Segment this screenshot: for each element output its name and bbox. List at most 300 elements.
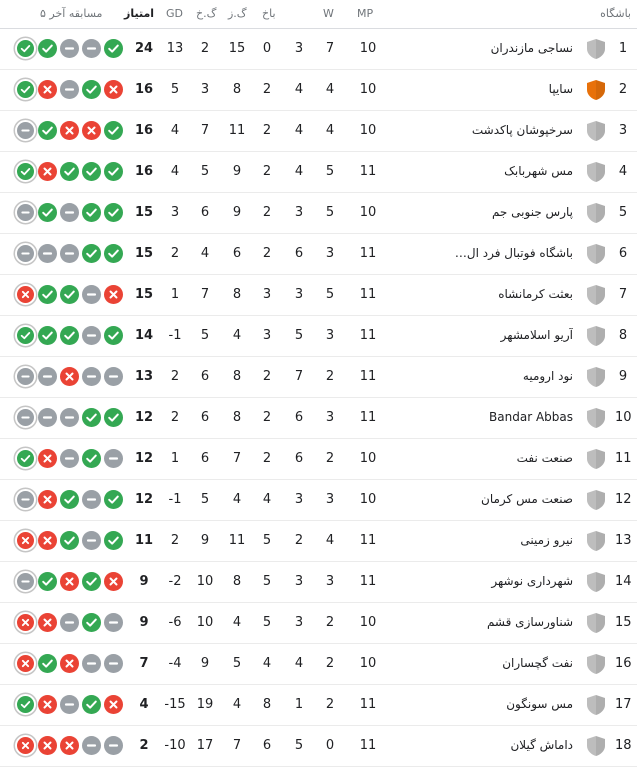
draw-dash-icon[interactable] bbox=[15, 489, 36, 510]
cell-gd: 2 bbox=[170, 533, 180, 548]
win-check-icon[interactable] bbox=[38, 572, 57, 591]
cell-ga: 10 bbox=[196, 574, 214, 589]
team-name[interactable]: شهرداری نوشهر bbox=[491, 574, 573, 588]
cell-d: 5 bbox=[294, 738, 304, 753]
cell-l: 8 bbox=[262, 697, 272, 712]
header-gd: امتیاز bbox=[124, 7, 155, 20]
last-five-form bbox=[14, 326, 122, 346]
cell-gd: 2 bbox=[170, 369, 180, 384]
draw-dash-icon[interactable] bbox=[38, 244, 57, 263]
cell-d: 3 bbox=[294, 41, 304, 56]
position-number: 11 bbox=[615, 451, 632, 466]
win-check-icon[interactable] bbox=[82, 80, 101, 99]
win-check-icon[interactable] bbox=[82, 449, 101, 468]
cell-gf: 8 bbox=[232, 82, 242, 97]
cell-ga: 5 bbox=[200, 164, 210, 179]
cell-w: 3 bbox=[325, 492, 335, 507]
cell-gd: -6 bbox=[168, 615, 182, 630]
draw-dash-icon[interactable] bbox=[104, 449, 123, 468]
table-body bbox=[0, 29, 637, 767]
win-check-icon[interactable] bbox=[60, 326, 79, 345]
cell-pts: 9 bbox=[139, 574, 149, 589]
cell-ga: 6 bbox=[200, 205, 210, 220]
loss-x-icon[interactable] bbox=[38, 531, 57, 550]
cell-ga: 5 bbox=[200, 492, 210, 507]
cell-w: 7 bbox=[325, 41, 335, 56]
cell-gd: -2 bbox=[168, 574, 182, 589]
cell-pts: 12 bbox=[134, 492, 154, 507]
cell-l: 2 bbox=[262, 246, 272, 261]
win-check-icon[interactable] bbox=[15, 448, 36, 469]
draw-dash-icon[interactable] bbox=[60, 203, 79, 222]
last-five-form bbox=[14, 367, 122, 387]
team-name[interactable]: شناورسازی قشم bbox=[486, 615, 573, 629]
win-check-icon[interactable] bbox=[60, 531, 79, 550]
cell-ga: 7 bbox=[200, 123, 210, 138]
cell-mp: 10 bbox=[359, 656, 377, 671]
cell-l: 2 bbox=[262, 369, 272, 384]
last-five-form bbox=[14, 449, 122, 469]
draw-dash-icon[interactable] bbox=[15, 407, 36, 428]
win-check-icon[interactable] bbox=[82, 613, 101, 632]
cell-pts: 16 bbox=[134, 164, 154, 179]
cell-pts: 13 bbox=[134, 369, 154, 384]
last-five-form bbox=[14, 531, 122, 551]
team-shield-icon bbox=[586, 489, 606, 511]
win-check-icon[interactable] bbox=[15, 161, 36, 182]
cell-l: 2 bbox=[262, 410, 272, 425]
table-row[interactable] bbox=[0, 70, 637, 111]
cell-pts: 14 bbox=[134, 328, 154, 343]
win-check-icon[interactable] bbox=[104, 39, 123, 58]
cell-w: 2 bbox=[325, 451, 335, 466]
cell-mp: 10 bbox=[359, 451, 377, 466]
cell-gf: 7 bbox=[232, 451, 242, 466]
team-shield-icon bbox=[586, 448, 606, 470]
win-check-icon[interactable] bbox=[82, 695, 101, 714]
loss-x-icon[interactable] bbox=[82, 121, 101, 140]
header-club: باشگاه bbox=[600, 7, 631, 20]
position-number: 3 bbox=[618, 123, 628, 138]
loss-x-icon[interactable] bbox=[38, 80, 57, 99]
table-row[interactable] bbox=[0, 316, 637, 357]
cell-pts: 4 bbox=[139, 697, 149, 712]
loss-x-icon[interactable] bbox=[15, 735, 36, 756]
team-shield-icon bbox=[586, 79, 606, 101]
table-row[interactable] bbox=[0, 480, 637, 521]
loss-x-icon[interactable] bbox=[104, 285, 123, 304]
cell-w: 5 bbox=[325, 205, 335, 220]
draw-dash-icon[interactable] bbox=[82, 367, 101, 386]
cell-gd: 4 bbox=[170, 164, 180, 179]
cell-w: 2 bbox=[325, 656, 335, 671]
cell-gf: 11 bbox=[228, 123, 246, 138]
win-check-icon[interactable] bbox=[38, 39, 57, 58]
loss-x-icon[interactable] bbox=[104, 695, 123, 714]
position-number: 16 bbox=[615, 656, 632, 671]
cell-pts: 7 bbox=[139, 656, 149, 671]
cell-l: 3 bbox=[262, 287, 272, 302]
cell-gd: 1 bbox=[170, 451, 180, 466]
cell-pts: 15 bbox=[134, 287, 154, 302]
cell-mp: 11 bbox=[359, 533, 377, 548]
team-name[interactable]: سایپا bbox=[548, 82, 573, 96]
cell-l: 2 bbox=[262, 123, 272, 138]
cell-w: 2 bbox=[325, 615, 335, 630]
cell-l: 6 bbox=[262, 738, 272, 753]
team-shield-icon bbox=[586, 243, 606, 265]
cell-pts: 12 bbox=[134, 451, 154, 466]
cell-pts: 16 bbox=[134, 123, 154, 138]
cell-l: 0 bbox=[262, 41, 272, 56]
position-number: 6 bbox=[618, 246, 628, 261]
cell-gd: 3 bbox=[170, 205, 180, 220]
win-check-icon[interactable] bbox=[38, 121, 57, 140]
cell-gf: 8 bbox=[232, 574, 242, 589]
draw-dash-icon[interactable] bbox=[15, 202, 36, 223]
team-name[interactable]: مس شهربابک bbox=[504, 164, 573, 178]
last-five-form bbox=[14, 490, 122, 510]
cell-l: 4 bbox=[262, 656, 272, 671]
last-five-form bbox=[14, 695, 122, 715]
header-pts: ۵ مسابقه آخر bbox=[40, 7, 103, 20]
loss-x-icon[interactable] bbox=[60, 121, 79, 140]
position-number: 14 bbox=[615, 574, 632, 589]
header-gf: گ.خ bbox=[196, 7, 217, 20]
cell-gd: 4 bbox=[170, 123, 180, 138]
table-row[interactable] bbox=[0, 193, 637, 234]
position-number: 10 bbox=[615, 410, 632, 425]
position-number: 1 bbox=[618, 41, 628, 56]
table-row[interactable] bbox=[0, 562, 637, 603]
team-shield-icon bbox=[586, 161, 606, 183]
loss-x-icon[interactable] bbox=[15, 530, 36, 551]
win-check-icon[interactable] bbox=[82, 244, 101, 263]
win-check-icon[interactable] bbox=[15, 79, 36, 100]
cell-ga: 6 bbox=[200, 451, 210, 466]
loss-x-icon[interactable] bbox=[38, 695, 57, 714]
loss-x-icon[interactable] bbox=[60, 736, 79, 755]
draw-dash-icon[interactable] bbox=[15, 243, 36, 264]
team-name[interactable]: بعثت کرمانشاه bbox=[498, 287, 573, 301]
draw-dash-icon[interactable] bbox=[60, 244, 79, 263]
loss-x-icon[interactable] bbox=[60, 572, 79, 591]
win-check-icon[interactable] bbox=[60, 162, 79, 181]
cell-gd: -4 bbox=[168, 656, 182, 671]
win-check-icon[interactable] bbox=[82, 408, 101, 427]
team-name[interactable]: صنعت مس کرمان bbox=[481, 492, 573, 506]
table-row[interactable] bbox=[0, 234, 637, 275]
position-number: 5 bbox=[618, 205, 628, 220]
cell-d: 1 bbox=[294, 697, 304, 712]
win-check-icon[interactable] bbox=[60, 490, 79, 509]
table-row[interactable] bbox=[0, 29, 637, 70]
cell-d: 6 bbox=[294, 451, 304, 466]
position-number: 2 bbox=[618, 82, 628, 97]
cell-mp: 10 bbox=[359, 82, 377, 97]
team-name[interactable]: نساجی مازندران bbox=[490, 41, 573, 55]
cell-ga: 5 bbox=[200, 328, 210, 343]
team-shield-icon bbox=[586, 571, 606, 593]
cell-pts: 24 bbox=[134, 41, 154, 56]
table-row[interactable] bbox=[0, 644, 637, 685]
cell-d: 2 bbox=[294, 533, 304, 548]
win-check-icon[interactable] bbox=[104, 162, 123, 181]
position-number: 13 bbox=[615, 533, 632, 548]
cell-mp: 11 bbox=[359, 738, 377, 753]
last-five-form bbox=[14, 162, 122, 182]
team-shield-icon bbox=[586, 530, 606, 552]
cell-ga: 10 bbox=[196, 615, 214, 630]
cell-mp: 11 bbox=[359, 164, 377, 179]
cell-w: 3 bbox=[325, 328, 335, 343]
cell-gf: 8 bbox=[232, 287, 242, 302]
cell-gd: -1 bbox=[168, 492, 182, 507]
loss-x-icon[interactable] bbox=[60, 654, 79, 673]
last-five-form bbox=[14, 244, 122, 264]
cell-gf: 8 bbox=[232, 410, 242, 425]
table-row[interactable] bbox=[0, 685, 637, 726]
team-name[interactable]: آریو اسلامشهر bbox=[500, 328, 573, 342]
cell-gf: 8 bbox=[232, 369, 242, 384]
table-row[interactable] bbox=[0, 357, 637, 398]
team-name[interactable]: پارس جنوبی جم bbox=[491, 205, 573, 219]
cell-mp: 10 bbox=[359, 41, 377, 56]
table-row[interactable] bbox=[0, 111, 637, 152]
cell-l: 5 bbox=[262, 533, 272, 548]
win-check-icon[interactable] bbox=[104, 490, 123, 509]
draw-dash-icon[interactable] bbox=[60, 80, 79, 99]
cell-d: 6 bbox=[294, 410, 304, 425]
header-mp: MP bbox=[357, 7, 374, 20]
win-check-icon[interactable] bbox=[104, 326, 123, 345]
draw-dash-icon[interactable] bbox=[15, 120, 36, 141]
loss-x-icon[interactable] bbox=[38, 613, 57, 632]
cell-gf: 9 bbox=[232, 205, 242, 220]
draw-dash-icon[interactable] bbox=[82, 39, 101, 58]
cell-d: 3 bbox=[294, 287, 304, 302]
table-row[interactable] bbox=[0, 439, 637, 480]
cell-mp: 11 bbox=[359, 328, 377, 343]
position-number: 15 bbox=[615, 615, 632, 630]
position-number: 18 bbox=[615, 738, 632, 753]
draw-dash-icon[interactable] bbox=[60, 695, 79, 714]
draw-dash-icon[interactable] bbox=[82, 285, 101, 304]
cell-d: 7 bbox=[294, 369, 304, 384]
win-check-icon[interactable] bbox=[104, 203, 123, 222]
win-check-icon[interactable] bbox=[38, 203, 57, 222]
cell-l: 5 bbox=[262, 574, 272, 589]
position-number: 12 bbox=[615, 492, 632, 507]
draw-dash-icon[interactable] bbox=[104, 654, 123, 673]
win-check-icon[interactable] bbox=[38, 654, 57, 673]
cell-gf: 6 bbox=[232, 246, 242, 261]
cell-w: 2 bbox=[325, 697, 335, 712]
cell-gf: 15 bbox=[228, 41, 246, 56]
team-shield-icon bbox=[586, 38, 606, 60]
loss-x-icon[interactable] bbox=[38, 162, 57, 181]
win-check-icon[interactable] bbox=[15, 694, 36, 715]
team-shield-icon bbox=[586, 284, 606, 306]
cell-mp: 10 bbox=[359, 205, 377, 220]
table-row[interactable] bbox=[0, 398, 637, 439]
win-check-icon[interactable] bbox=[104, 408, 123, 427]
draw-dash-icon[interactable] bbox=[60, 449, 79, 468]
table-row[interactable] bbox=[0, 152, 637, 193]
position-number: 7 bbox=[618, 287, 628, 302]
cell-d: 4 bbox=[294, 164, 304, 179]
draw-dash-icon[interactable] bbox=[15, 366, 36, 387]
loss-x-icon[interactable] bbox=[38, 736, 57, 755]
win-check-icon[interactable] bbox=[82, 162, 101, 181]
cell-pts: 12 bbox=[134, 410, 154, 425]
cell-mp: 11 bbox=[359, 369, 377, 384]
team-name[interactable]: Bandar Abbas bbox=[489, 410, 573, 424]
cell-d: 3 bbox=[294, 205, 304, 220]
cell-mp: 11 bbox=[359, 287, 377, 302]
team-shield-icon bbox=[586, 407, 606, 429]
team-name[interactable]: باشگاه فوتبال فرد ال… bbox=[454, 246, 573, 260]
cell-gf: 5 bbox=[232, 656, 242, 671]
team-shield-icon bbox=[586, 325, 606, 347]
cell-gf: 4 bbox=[232, 615, 242, 630]
draw-dash-icon[interactable] bbox=[82, 736, 101, 755]
win-check-icon[interactable] bbox=[15, 38, 36, 59]
draw-dash-icon[interactable] bbox=[60, 408, 79, 427]
cell-ga: 2 bbox=[200, 41, 210, 56]
cell-gd: 13 bbox=[166, 41, 184, 56]
team-name[interactable]: صنعت نفت bbox=[516, 451, 573, 465]
cell-d: 5 bbox=[294, 328, 304, 343]
table-row[interactable] bbox=[0, 521, 637, 562]
cell-d: 4 bbox=[294, 656, 304, 671]
last-five-form bbox=[14, 80, 122, 100]
cell-w: 4 bbox=[325, 123, 335, 138]
cell-w: 5 bbox=[325, 287, 335, 302]
cell-d: 4 bbox=[294, 123, 304, 138]
cell-ga: 4 bbox=[200, 246, 210, 261]
header-ga: GD bbox=[166, 7, 183, 20]
cell-gf: 9 bbox=[232, 164, 242, 179]
team-name[interactable]: نیرو زمینی bbox=[520, 533, 573, 547]
last-five-form bbox=[14, 408, 122, 428]
cell-w: 0 bbox=[325, 738, 335, 753]
draw-dash-icon[interactable] bbox=[82, 654, 101, 673]
last-five-form bbox=[14, 736, 122, 756]
draw-dash-icon[interactable] bbox=[38, 408, 57, 427]
draw-dash-icon[interactable] bbox=[15, 571, 36, 592]
cell-gf: 11 bbox=[228, 533, 246, 548]
cell-gd: -10 bbox=[164, 738, 186, 753]
cell-l: 2 bbox=[262, 205, 272, 220]
loss-x-icon[interactable] bbox=[104, 572, 123, 591]
loss-x-icon[interactable] bbox=[38, 490, 57, 509]
cell-d: 6 bbox=[294, 246, 304, 261]
cell-ga: 3 bbox=[200, 82, 210, 97]
loss-x-icon[interactable] bbox=[15, 284, 36, 305]
win-check-icon[interactable] bbox=[82, 203, 101, 222]
team-shield-icon bbox=[586, 202, 606, 224]
win-check-icon[interactable] bbox=[38, 326, 57, 345]
cell-ga: 17 bbox=[196, 738, 214, 753]
cell-l: 3 bbox=[262, 328, 272, 343]
last-five-form bbox=[14, 613, 122, 633]
cell-gd: 1 bbox=[170, 287, 180, 302]
cell-gd: 5 bbox=[170, 82, 180, 97]
draw-dash-icon[interactable] bbox=[104, 367, 123, 386]
cell-mp: 11 bbox=[359, 697, 377, 712]
table-row[interactable] bbox=[0, 275, 637, 316]
cell-gf: 4 bbox=[232, 328, 242, 343]
team-name[interactable]: سرخپوشان پاکدشت bbox=[471, 123, 573, 137]
cell-ga: 6 bbox=[200, 369, 210, 384]
win-check-icon[interactable] bbox=[104, 121, 123, 140]
win-check-icon[interactable] bbox=[104, 531, 123, 550]
draw-dash-icon[interactable] bbox=[82, 326, 101, 345]
header-w: W bbox=[323, 7, 334, 20]
team-name[interactable]: مس سونگون bbox=[506, 697, 573, 711]
win-check-icon[interactable] bbox=[60, 285, 79, 304]
table-row[interactable] bbox=[0, 603, 637, 644]
cell-l: 2 bbox=[262, 164, 272, 179]
draw-dash-icon[interactable] bbox=[82, 490, 101, 509]
win-check-icon[interactable] bbox=[38, 285, 57, 304]
draw-dash-icon[interactable] bbox=[82, 531, 101, 550]
win-check-icon[interactable] bbox=[82, 572, 101, 591]
position-number: 4 bbox=[618, 164, 628, 179]
draw-dash-icon[interactable] bbox=[60, 613, 79, 632]
cell-w: 4 bbox=[325, 82, 335, 97]
position-number: 8 bbox=[618, 328, 628, 343]
cell-w: 4 bbox=[325, 533, 335, 548]
team-name[interactable]: داماش گیلان bbox=[510, 738, 573, 752]
loss-x-icon[interactable] bbox=[60, 367, 79, 386]
cell-gf: 7 bbox=[232, 738, 242, 753]
cell-gd: 2 bbox=[170, 246, 180, 261]
loss-x-icon[interactable] bbox=[104, 80, 123, 99]
win-check-icon[interactable] bbox=[104, 244, 123, 263]
cell-pts: 15 bbox=[134, 246, 154, 261]
cell-l: 4 bbox=[262, 492, 272, 507]
loss-x-icon[interactable] bbox=[38, 449, 57, 468]
position-number: 17 bbox=[615, 697, 632, 712]
draw-dash-icon[interactable] bbox=[38, 367, 57, 386]
cell-w: 3 bbox=[325, 246, 335, 261]
cell-l: 2 bbox=[262, 82, 272, 97]
loss-x-icon[interactable] bbox=[15, 653, 36, 674]
team-name[interactable]: نود ارومیه bbox=[522, 369, 573, 383]
cell-pts: 16 bbox=[134, 82, 154, 97]
cell-gd: -1 bbox=[168, 328, 182, 343]
header-d: باخ bbox=[262, 7, 276, 20]
win-check-icon[interactable] bbox=[15, 325, 36, 346]
draw-dash-icon[interactable] bbox=[104, 736, 123, 755]
team-name[interactable]: نفت گچساران bbox=[502, 656, 573, 670]
table-header bbox=[0, 0, 637, 29]
cell-pts: 9 bbox=[139, 615, 149, 630]
cell-gd: 2 bbox=[170, 410, 180, 425]
cell-ga: 9 bbox=[200, 656, 210, 671]
team-shield-icon bbox=[586, 366, 606, 388]
draw-dash-icon[interactable] bbox=[60, 39, 79, 58]
last-five-form bbox=[14, 572, 122, 592]
cell-w: 3 bbox=[325, 574, 335, 589]
last-five-form bbox=[14, 39, 122, 59]
cell-l: 2 bbox=[262, 451, 272, 466]
loss-x-icon[interactable] bbox=[15, 612, 36, 633]
cell-mp: 11 bbox=[359, 574, 377, 589]
draw-dash-icon[interactable] bbox=[104, 613, 123, 632]
